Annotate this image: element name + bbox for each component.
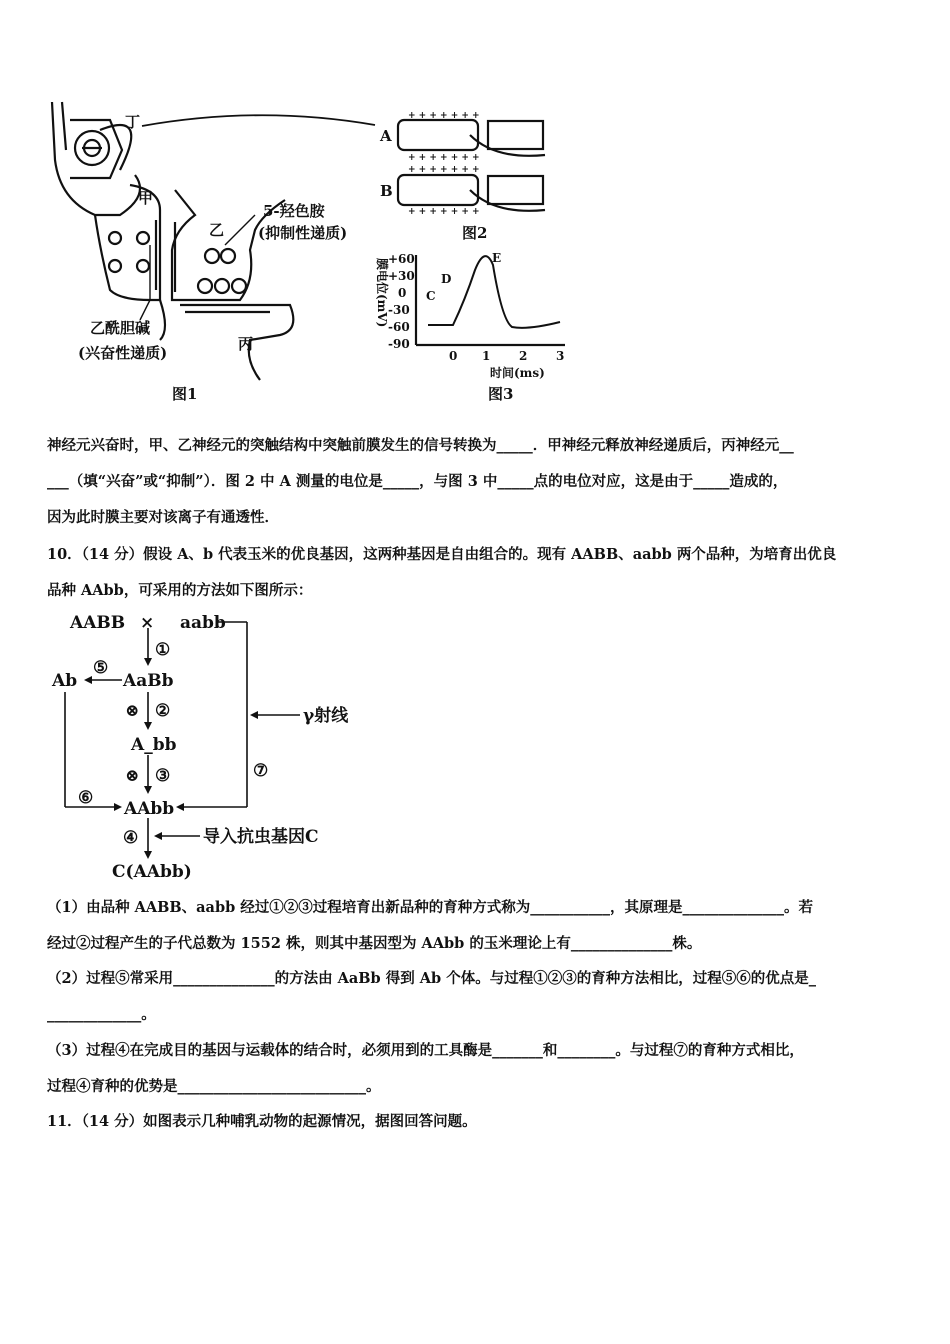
step-7: ⑦ <box>253 761 269 781</box>
fig3-ytick: +30 <box>388 269 415 283</box>
q11-text <box>47 1104 907 1140</box>
fig1-neuron-bing <box>180 305 293 380</box>
self-1: ⊗ <box>125 701 140 721</box>
fig2-meter-a <box>488 121 543 149</box>
svg-text:+ + + + + + +: + + + + + + + <box>408 165 480 175</box>
q10-sub-3 <box>47 1033 907 1105</box>
q9-text <box>47 428 907 536</box>
fig1-label-ach: 乙酰胆碱 <box>90 319 151 337</box>
self-2: ⊗ <box>125 766 140 786</box>
fig1-label-ding: 丁 <box>125 113 141 131</box>
step-6: ⑥ <box>78 788 94 808</box>
q10-sub-2 <box>47 961 907 1033</box>
q10-line: （3）过程④在完成目的基因与运载体的结合时，必须用到的工具酶是_______和________。与过程⑦的育种方式相比， <box>47 1042 804 1059</box>
fig2-label-b: B <box>380 182 393 200</box>
fig3-point-d: D <box>441 272 452 286</box>
node-c-aabb: C(AAbb) <box>112 862 192 882</box>
fig2-axon-a <box>398 120 478 150</box>
fig3-xlabel: 时间(ms) <box>490 366 545 380</box>
q10-intro <box>47 537 907 609</box>
q10-sub-1 <box>47 890 907 962</box>
fig3-ytick: 0 <box>398 286 407 300</box>
fig3-point-c: C <box>426 289 436 303</box>
fig2-caption: 图2 <box>462 224 488 242</box>
svg-text:+ + + + + + +: + + + + + + + <box>408 111 480 121</box>
fig2-label-a: A <box>380 127 392 145</box>
svg-text:+ + + + + + +: + + + + + + + <box>408 153 480 163</box>
fig1-caption: 图1 <box>172 385 198 403</box>
node-a-bb: A_bb <box>131 735 177 755</box>
q10-line: 品种 AAbb，可采用的方法如下图所示： <box>47 582 313 599</box>
q9-line: 神经元兴奋时，甲、乙神经元的突触结构中突触前膜发生的信号转换为_____．甲神经元释放神经递质后，丙神经元__ <box>47 437 794 454</box>
q10-line: （1）由品种 AABB、aabb 经过①②③过程培育出新品种的育种方式称为___________，其原理是______________。若 <box>47 899 814 916</box>
step-4: ④ <box>123 828 139 848</box>
node-aabb-f1: AaBb <box>123 671 174 691</box>
svg-text:+ + + + + + +: + + + + + + + <box>408 207 480 217</box>
gamma-ray-label: γ射线 <box>303 706 349 726</box>
breeding-diagram <box>0 600 950 890</box>
q10-line: 10．（14 分）假设 A、b 代表玉米的优良基因，这两种基因是自由组合的。现有 AABB、aabb 两个品种，为培育出优良 <box>47 546 837 563</box>
fig1-label-bing: 丙 <box>238 335 254 353</box>
neuron-figures <box>0 0 950 420</box>
node-aabb-target: AAbb <box>124 799 175 819</box>
q10-line: （2）过程⑤常采用______________的方法由 AaBb 得到 Ab 个体。与过程①②③的育种方法相比，过程⑤⑥的优点是_ <box>47 970 816 987</box>
fig3-ytick: +60 <box>388 252 415 266</box>
q11-line: 11．（14 分）如图表示几种哺乳动物的起源情况，据图回答问题。 <box>47 1113 477 1130</box>
fig1-label-5ht-note: (抑制性递质) <box>258 224 348 242</box>
fig3-ytick: -30 <box>388 303 410 317</box>
gene-c-label: 导入抗虫基因C <box>203 827 319 847</box>
fig2-axon-b <box>398 175 478 205</box>
step-3: ③ <box>155 766 171 786</box>
parent-aabb: AABB <box>70 613 126 633</box>
q9-line: 因为此时膜主要对该离子有通透性． <box>47 509 279 526</box>
step-5: ⑤ <box>93 658 109 678</box>
fig3-caption: 图3 <box>488 385 514 403</box>
parent-aabb-recessive: aabb <box>180 613 226 633</box>
fig3-ytick: -60 <box>388 320 410 334</box>
fig1-label-yi: 乙 <box>209 221 225 239</box>
arrow-to-fig2 <box>142 115 375 126</box>
fig3-ylabel: 膜电位(mV) <box>375 258 389 328</box>
fig3-ytick: -90 <box>388 337 410 351</box>
fig3-xtick: 3 <box>556 349 565 363</box>
fig3-xtick: 0 <box>449 349 458 363</box>
fig3-point-e: E <box>492 251 502 265</box>
fig1-label-ach-note: (兴奋性递质) <box>78 344 168 362</box>
q10-line: 经过②过程产生的子代总数为 1552 株，则其中基因型为 AAbb 的玉米理论上有______________株。 <box>47 935 702 952</box>
node-ab: Ab <box>52 671 78 691</box>
step-1: ① <box>155 640 171 660</box>
step-2: ② <box>155 701 171 721</box>
q10-line: _____________。 <box>47 1006 156 1023</box>
fig3-curve <box>428 256 560 328</box>
q10-line: 过程④育种的优势是__________________________。 <box>47 1078 381 1095</box>
fig2-meter-b <box>488 176 543 204</box>
fig3-xtick: 1 <box>482 349 491 363</box>
fig3-xtick: 2 <box>519 349 528 363</box>
q9-line: ___（填“兴奋”或“抑制”）．图 2 中 A 测量的电位是_____，与图 3 中_____点的电位对应，这是由于_____造成的， <box>47 473 788 490</box>
fig1-label-5ht: 5-羟色胺 <box>263 202 325 220</box>
fig1-label-jia: 甲 <box>138 189 154 207</box>
cross-sign: × <box>140 613 155 633</box>
